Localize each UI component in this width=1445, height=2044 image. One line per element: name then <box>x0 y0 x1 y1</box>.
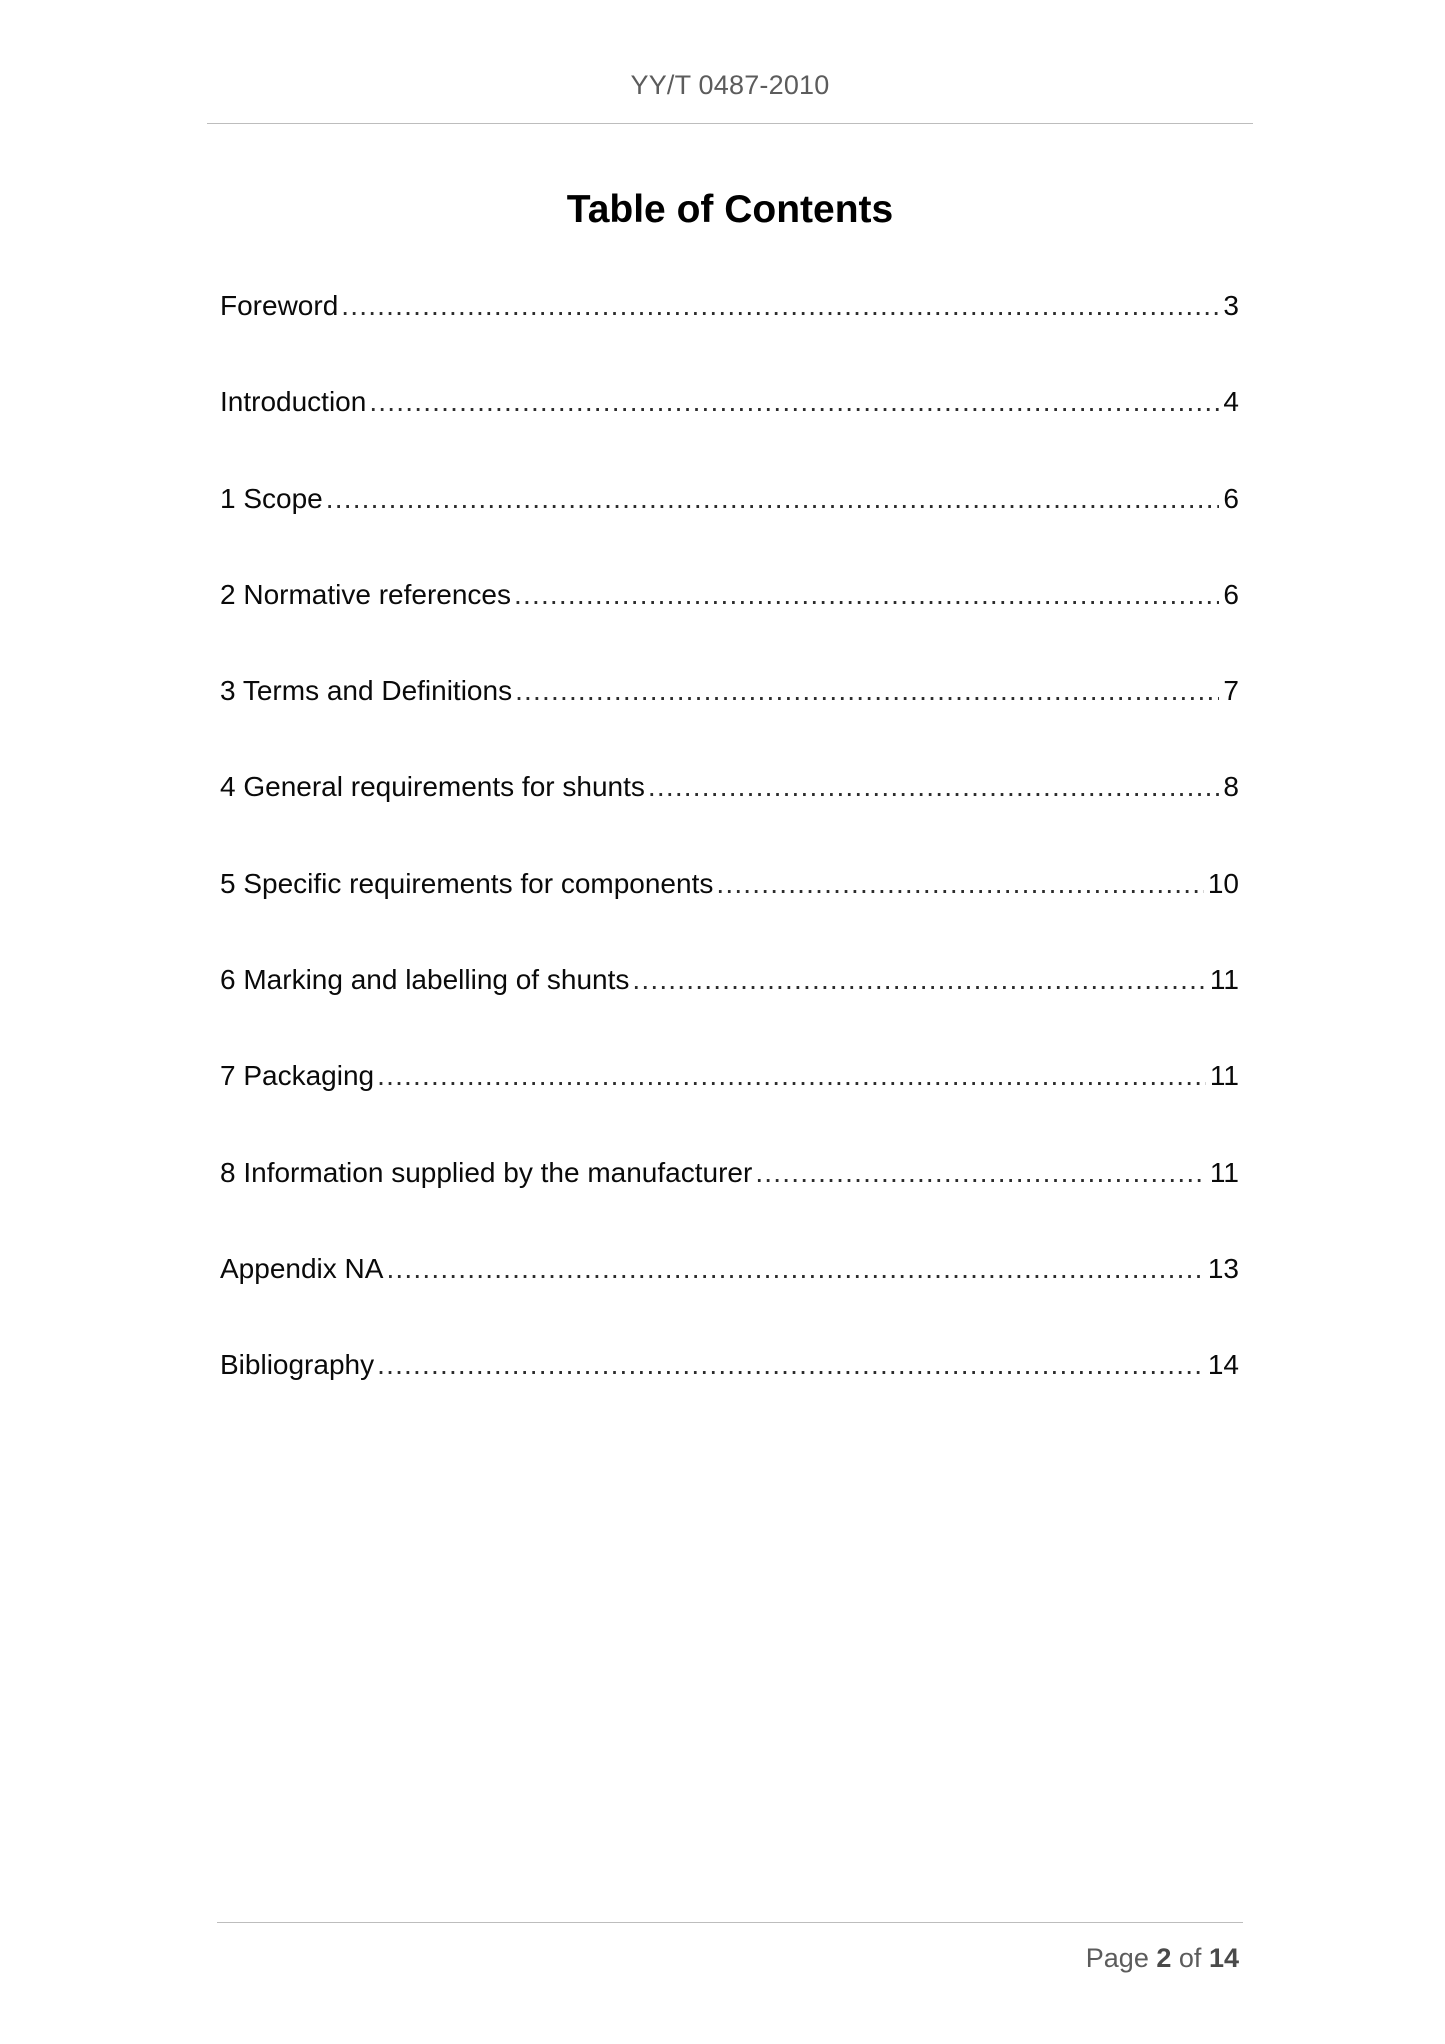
toc-dot-leader <box>377 1349 1204 1381</box>
toc-dot-leader <box>386 1253 1203 1285</box>
toc-entry-foreword[interactable] <box>220 290 1239 386</box>
toc-entry-page: 11 <box>1209 1060 1239 1092</box>
toc-entry-terms-definitions[interactable] <box>220 675 1239 771</box>
toc-entry-page: 11 <box>1209 1156 1239 1188</box>
toc-entry-page: 3 <box>1223 290 1239 321</box>
footer-of-word: of <box>1178 1943 1202 1973</box>
footer-total-pages: 14 <box>1208 1943 1239 1973</box>
footer-divider <box>217 1922 1243 1923</box>
toc-entry-bibliography[interactable] <box>220 1349 1239 1445</box>
table-of-contents <box>220 290 1239 1446</box>
toc-entry-label: 5 Specific requirements for components <box>220 867 714 899</box>
toc-entry-page: 6 <box>1223 578 1239 610</box>
document-header-code: YY/T 0487-2010 <box>630 70 830 100</box>
toc-entry-marking-labelling[interactable] <box>220 964 1239 1060</box>
toc-dot-leader <box>326 483 1220 515</box>
toc-entry-page: 13 <box>1207 1252 1239 1284</box>
toc-dot-leader <box>341 290 1219 322</box>
header-divider <box>207 123 1253 124</box>
toc-entry-information-supplied[interactable] <box>220 1157 1239 1253</box>
toc-entry-page: 4 <box>1223 386 1239 418</box>
toc-dot-leader <box>377 1060 1206 1092</box>
toc-entry-page: 11 <box>1209 964 1239 996</box>
toc-entry-general-requirements[interactable] <box>220 771 1239 867</box>
toc-entry-label: Foreword <box>220 290 339 321</box>
toc-dot-leader <box>514 579 1219 611</box>
toc-entry-page: 6 <box>1223 482 1239 514</box>
toc-entry-label: 3 Terms and Definitions <box>220 675 513 707</box>
toc-entry-normative-references[interactable] <box>220 579 1239 675</box>
toc-entry-label: Bibliography <box>220 1349 375 1381</box>
toc-dot-leader <box>369 386 1219 418</box>
toc-entry-label: 2 Normative references <box>220 578 512 610</box>
page-number-footer <box>1086 1943 1239 1974</box>
toc-entry-label: Introduction <box>220 386 367 418</box>
toc-entry-appendix-na[interactable] <box>220 1253 1239 1349</box>
toc-dot-leader <box>515 675 1219 707</box>
toc-entry-page: 8 <box>1223 771 1239 803</box>
toc-entry-page: 10 <box>1207 867 1239 899</box>
footer-current-page: 2 <box>1156 1943 1172 1973</box>
toc-entry-scope[interactable] <box>220 483 1239 579</box>
toc-entry-label: 1 Scope <box>220 482 323 514</box>
toc-entry-packaging[interactable] <box>220 1060 1239 1156</box>
toc-dot-leader <box>648 771 1220 803</box>
toc-entry-label: Appendix NA <box>220 1252 384 1284</box>
toc-dot-leader <box>632 964 1206 996</box>
page-title: Table of Contents <box>566 188 894 231</box>
toc-entry-label: 8 Information supplied by the manufacturer <box>220 1156 753 1188</box>
toc-entry-label: 6 Marking and labelling of shunts <box>220 964 630 996</box>
toc-entry-introduction[interactable] <box>220 386 1239 482</box>
toc-entry-label: 4 General requirements for shunts <box>220 771 645 803</box>
toc-entry-specific-requirements[interactable] <box>220 868 1239 964</box>
toc-entry-page: 14 <box>1207 1349 1239 1381</box>
toc-entry-label: 7 Packaging <box>220 1060 375 1092</box>
footer-page-word: Page <box>1085 1943 1149 1973</box>
toc-dot-leader <box>755 1157 1206 1189</box>
toc-dot-leader <box>716 868 1203 900</box>
toc-entry-page: 7 <box>1223 675 1239 707</box>
